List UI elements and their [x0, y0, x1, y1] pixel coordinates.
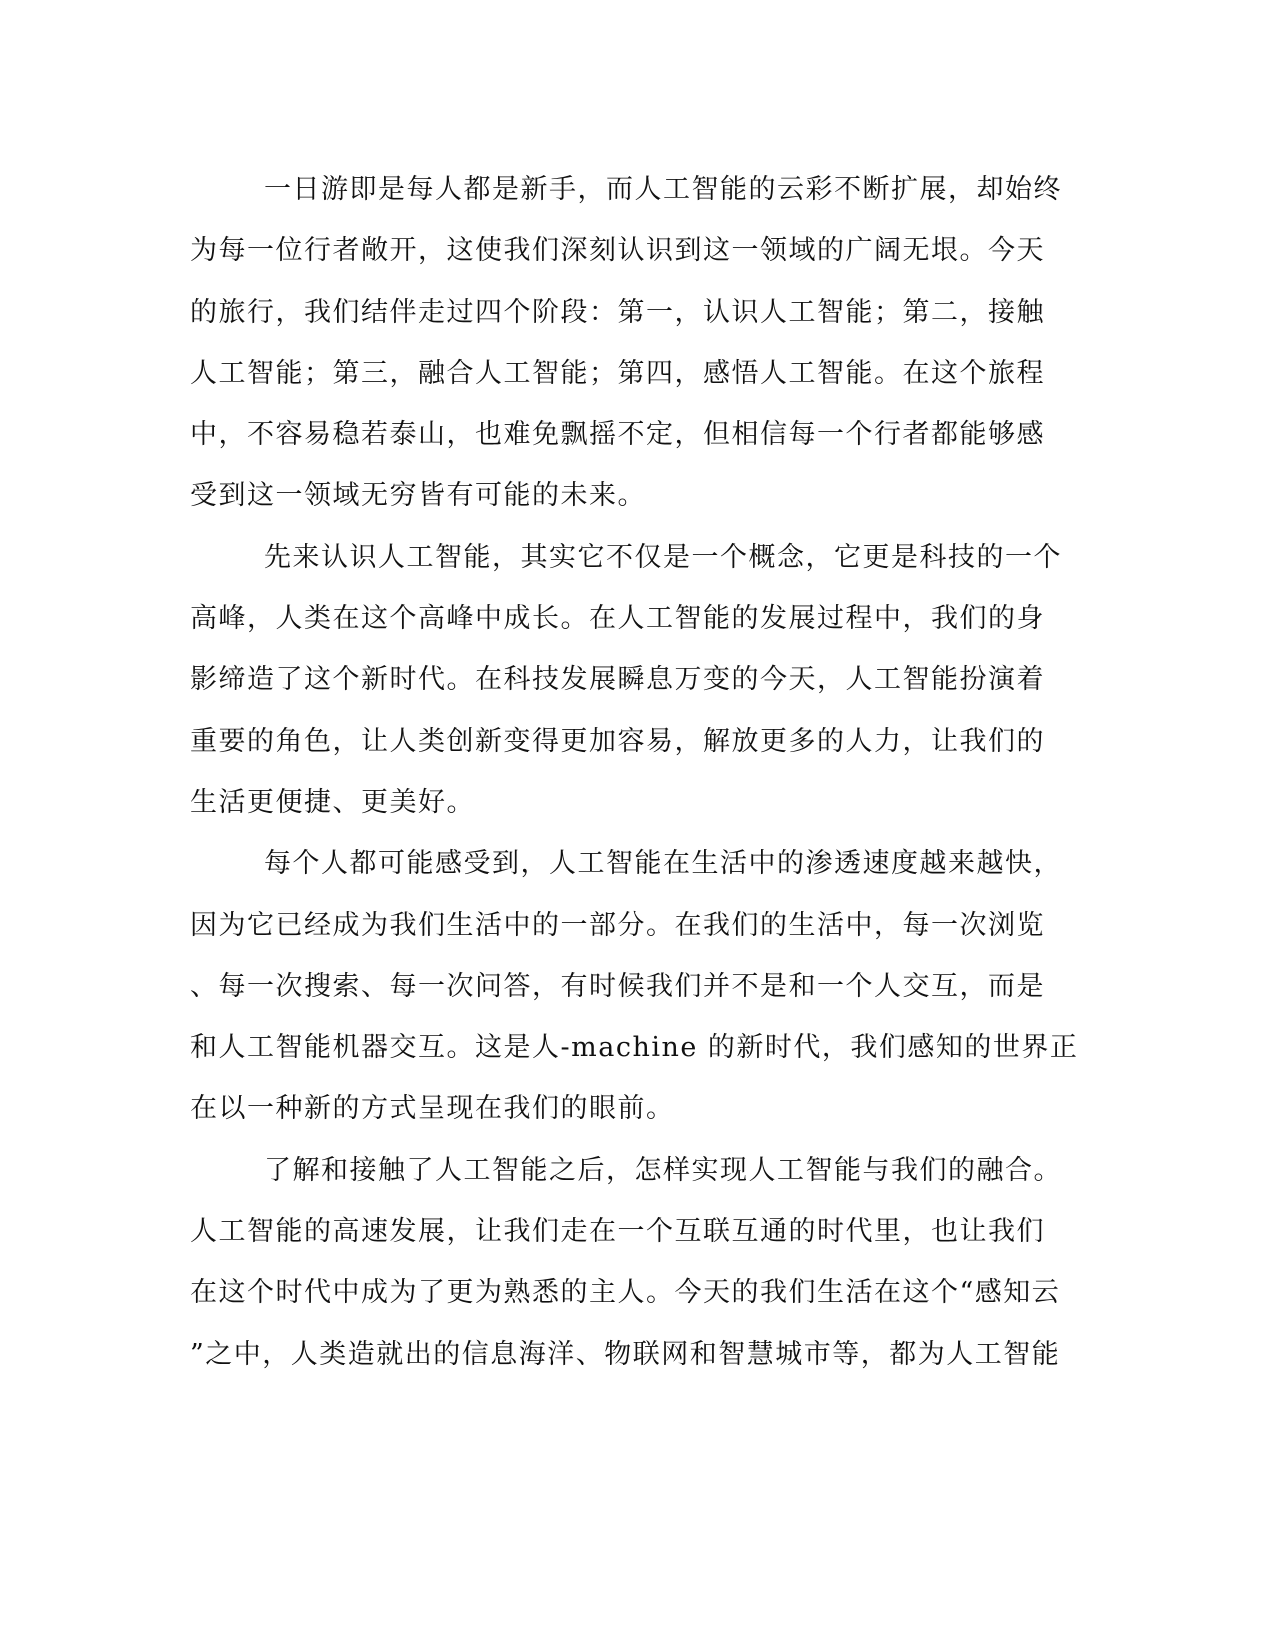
text-line: 了解和接触了人工智能之后，怎样实现人工智能与我们的融合。 [264, 1154, 1062, 1186]
text-line: 因为它已经成为我们生活中的一部分。在我们的生活中，每一次浏览 [190, 909, 1045, 941]
text-line: 为每一位行者敞开，这使我们深刻认识到这一领域的广阔无垠。今天 [190, 235, 1045, 267]
text-line: 受到这一领域无穷皆有可能的未来。 [190, 480, 646, 512]
text-line: 每个人都可能感受到，人工智能在生活中的渗透速度越来越快， [264, 848, 1062, 880]
paragraph-1 [190, 159, 1080, 527]
text-line: 一日游即是每人都是新手，而人工智能的云彩不断扩展，却始终 [264, 174, 1062, 205]
text-line: 在这个时代中成为了更为熟悉的主人。今天的我们生活在这个“感知云 [190, 1277, 1061, 1309]
text-line: 生活更便捷、更美好。 [190, 786, 475, 818]
text-line: 人工智能；第三，融合人工智能；第四，感悟人工智能。在这个旅程 [190, 357, 1045, 389]
text-line: 重要的角色，让人类创新变得更加容易，解放更多的人力，让我们的 [190, 725, 1045, 757]
text-line: 和人工智能机器交互。这是人-machine 的新时代，我们感知的世界正 [190, 1032, 1079, 1064]
paragraph-4 [190, 1140, 1080, 1385]
text-line: 的旅行，我们结伴走过四个阶段：第一，认识人工智能；第二，接触 [190, 296, 1045, 328]
text-line: ”之中，人类造就出的信息海洋、物联网和智慧城市等，都为人工智能 [190, 1338, 1061, 1370]
text-line: 先来认识人工智能，其实它不仅是一个概念，它更是科技的一个 [264, 541, 1062, 573]
text-line: 人工智能的高速发展，让我们走在一个互联互通的时代里，也让我们 [190, 1216, 1045, 1248]
text-line: 中，不容易稳若泰山，也难免飘摇不定，但相信每一个行者都能够感 [190, 419, 1045, 451]
paragraph-3 [190, 833, 1080, 1139]
document-body [190, 159, 1080, 1385]
paragraph-2 [190, 527, 1080, 833]
text-line: 在以一种新的方式呈现在我们的眼前。 [190, 1093, 675, 1125]
text-line: 影缔造了这个新时代。在科技发展瞬息万变的今天，人工智能扮演着 [190, 664, 1045, 696]
text-line: 高峰，人类在这个高峰中成长。在人工智能的发展过程中，我们的身 [190, 603, 1045, 635]
text-line: 、每一次搜索、每一次问答，有时候我们并不是和一个人交互，而是 [190, 970, 1045, 1002]
